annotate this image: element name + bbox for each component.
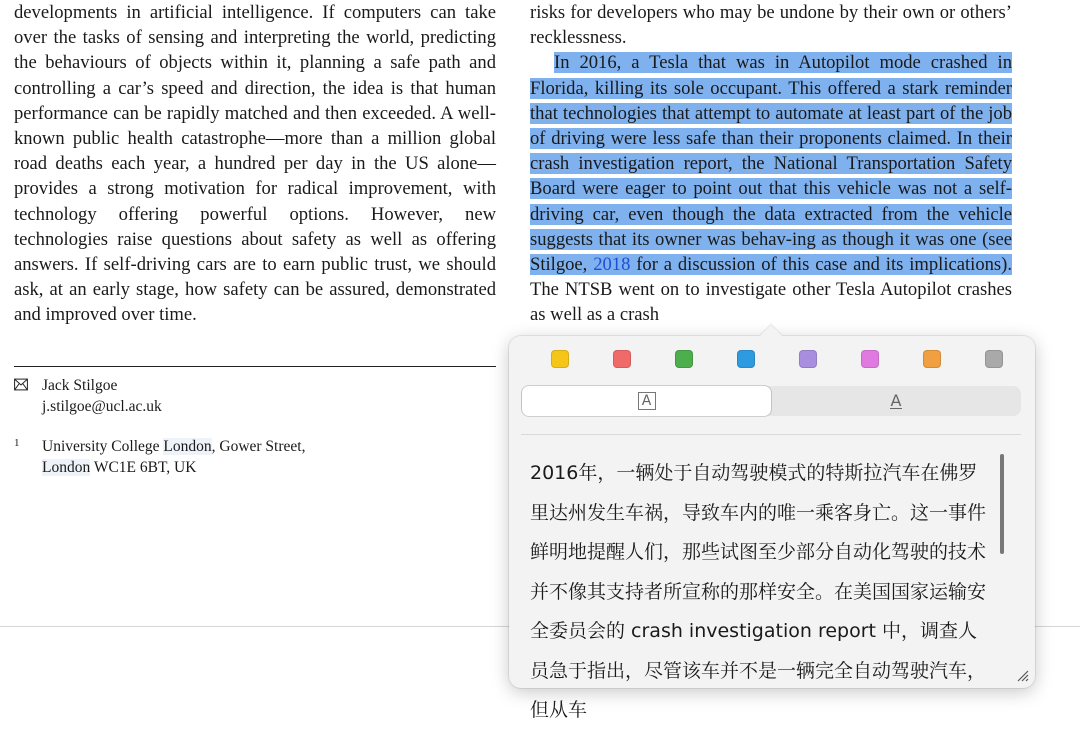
annotation-style-segmented-control (521, 386, 1021, 416)
affiliation-number: 1 (14, 437, 20, 449)
affiliation-line-2: London WC1E 6BT, UK (42, 458, 197, 476)
selected-paragraph[interactable] (530, 50, 1012, 327)
color-swatch-green[interactable] (675, 350, 693, 368)
selected-text-end[interactable]: for a discussion of this case and its implications). (630, 254, 1012, 276)
author-email[interactable]: j.stilgoe@ucl.ac.uk (42, 397, 162, 415)
envelope-icon (14, 378, 28, 391)
author-footnote (14, 376, 496, 417)
highlight-color-picker (551, 350, 1003, 372)
color-swatch-red[interactable] (613, 350, 631, 368)
selected-text[interactable]: In 2016, a Tesla that was in Autopilot mode crashed in Florida, killing its sole occupant. This offered a stark reminder that technologies that attempt to automate at least part of the job of driving were less safe than their proponents claimed. In their crash investigation report, the National Transportation Safety Board were eager to point out that this vehicle was not a self-driving car, even though the data extracted from the vehicle suggests that its owner was behav-ing as though it was one (see Stilgoe, (530, 52, 1012, 276)
left-column-paragraph: developments in artificial intelligence. If computers can take over the tasks of sensing and interpreting the world, predicting the behaviours of objects within it, planning a safe path and controlling a car’s speed and direction, the idea is that human performance can be rapidly matched and then exceeded. A well-known public health catastrophe—more than a million global road deaths each year, a hundred per day in the US alone—provides a strong motivation for radical improvement, with technology offering powerful options. However, new technologies raise questions about safety as well as offering answers. If self-driving cars are to earn public trust, we should ask, at an early stage, how safety can be assured, demonstrated and improved over time. (14, 2, 496, 326)
color-swatch-purple[interactable] (799, 350, 817, 368)
underline-style-icon: A (890, 391, 902, 410)
highlight-style-icon: A (638, 392, 656, 410)
right-column-intro: risks for developers who may be undone by their own or others’ recklessness. (530, 2, 1012, 49)
after-selection-text: The NTSB went on to investigate other Tesla Autopilot crashes as well as a crash (530, 279, 1012, 326)
color-swatch-yellow[interactable] (551, 350, 569, 368)
popover-divider (521, 434, 1021, 435)
color-swatch-pink[interactable] (861, 350, 879, 368)
color-swatch-orange[interactable] (923, 350, 941, 368)
translation-text: 2016年，一辆处于自动驾驶模式的特斯拉汽车在佛罗里达州发生车祸，导致车内的唯一乘客身亡。这一事件鲜明地提醒人们，那些试图至少部分自动化驾驶的技术并不像其支持者所宣称的那样安全。在美国国家运输安全委员会的 crash investigation report 中，调查人员急于指出，尽管该车并不是一辆完全自动驾驶汽车，但从车 (530, 462, 987, 721)
author-name: Jack Stilgoe (42, 377, 118, 394)
translation-scrollbar[interactable] (1000, 454, 1004, 554)
footnote-rule (14, 366, 496, 367)
color-swatch-gray[interactable] (985, 350, 1003, 368)
right-column (530, 0, 1012, 328)
affiliation-footnote (14, 437, 496, 478)
underline-style-tab[interactable] (771, 386, 1021, 416)
left-column (14, 0, 496, 328)
affiliation-line-1: University College London, Gower Street, (42, 438, 306, 455)
color-swatch-blue[interactable] (737, 350, 755, 368)
annotation-popover (509, 336, 1035, 721)
translation-panel[interactable] (521, 440, 1021, 721)
citation-link[interactable]: 2018 (593, 254, 631, 276)
resize-grip-icon[interactable] (1015, 668, 1029, 682)
highlight-style-tab[interactable] (522, 386, 771, 416)
